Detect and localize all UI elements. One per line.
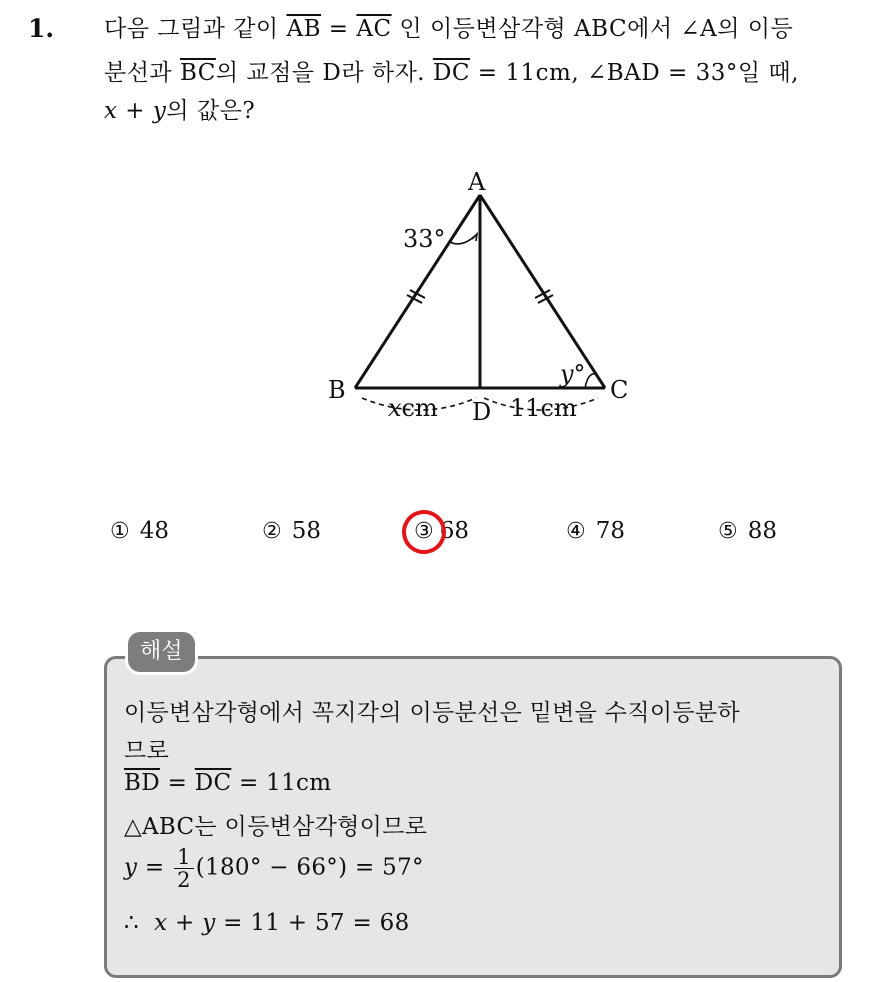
choice-number: ③ bbox=[414, 518, 434, 544]
choice-number: ② bbox=[262, 518, 282, 544]
question-line-2 bbox=[104, 58, 799, 88]
segment-bc: $\overline{BC}$ bbox=[179, 60, 216, 86]
solution-text: = 11 + 57 = 68 bbox=[215, 910, 410, 936]
question-text: 인 이등변삼각형 ABC에서 ∠A의 이등 bbox=[391, 16, 794, 42]
solution-line-5 bbox=[124, 846, 424, 891]
fraction-numerator: 1 bbox=[174, 846, 194, 869]
expression-x-plus-y: x + y bbox=[104, 98, 167, 124]
equals: = bbox=[159, 770, 195, 796]
choice-4[interactable] bbox=[566, 518, 625, 544]
segment-ab: $\overline{AB}$ bbox=[286, 16, 321, 42]
angle-arc-c bbox=[585, 374, 596, 388]
point-label-d: D bbox=[472, 398, 492, 426]
equals: = bbox=[320, 16, 357, 42]
expression-x-plus-y: x + y bbox=[154, 910, 216, 936]
angle-label-c: y° bbox=[560, 360, 586, 388]
question-text: 의 교점을 D라 하자. bbox=[215, 60, 433, 86]
segment-label-bd bbox=[388, 394, 438, 422]
question-number: 1. bbox=[28, 14, 55, 43]
solution-tag: 해설 bbox=[128, 632, 195, 672]
vertex-label-a: A bbox=[468, 168, 486, 196]
solution-line-2: 므로 bbox=[124, 738, 170, 764]
triangle-diagram bbox=[300, 160, 660, 450]
fraction-denominator: 2 bbox=[177, 868, 191, 892]
question-line-3 bbox=[104, 96, 255, 126]
side-ab bbox=[355, 195, 480, 388]
angle-label-a: 33° bbox=[403, 225, 446, 253]
choice-value: 78 bbox=[595, 518, 626, 544]
choice-1[interactable] bbox=[110, 518, 169, 544]
solution-text: (180° − 66°) = 57° bbox=[195, 854, 424, 881]
solution-line-1: 이등변삼각형에서 꼭지각의 이등분선은 밑변을 수직이등분하 bbox=[124, 700, 740, 726]
segment-label-dc: 11cm bbox=[510, 394, 577, 422]
solution-line-6 bbox=[124, 910, 410, 936]
variable-y: y bbox=[124, 854, 138, 881]
choice-number: ① bbox=[110, 518, 130, 544]
choice-value: 48 bbox=[139, 518, 170, 544]
question-line-1 bbox=[104, 14, 793, 44]
choice-number: ④ bbox=[566, 518, 586, 544]
question-text: 다음 그림과 같이 bbox=[104, 16, 287, 42]
choice-value: 88 bbox=[747, 518, 778, 544]
solution-line-3 bbox=[124, 770, 331, 796]
triangle-figure bbox=[300, 160, 660, 450]
segment-ac: $\overline{AC}$ bbox=[356, 16, 392, 42]
angle-arrow-a bbox=[472, 234, 477, 241]
segment-dc: $\overline{DC}$ bbox=[432, 60, 470, 86]
vertex-label-b: B bbox=[328, 376, 346, 404]
choice-2[interactable] bbox=[262, 518, 321, 544]
vertex-label-c: C bbox=[610, 376, 629, 404]
question-text: = 11cm, ∠BAD = 33°일 때, bbox=[469, 60, 799, 86]
choice-value: 68 bbox=[439, 518, 470, 544]
choice-5[interactable] bbox=[718, 518, 777, 544]
segment-dc: $\overline{DC}$ bbox=[194, 770, 232, 796]
choice-value: 58 bbox=[291, 518, 322, 544]
choice-number: ⑤ bbox=[718, 518, 738, 544]
segment-bd: $\overline{BD}$ bbox=[124, 770, 160, 796]
fraction-one-half bbox=[174, 846, 194, 891]
question-text: 의 값은? bbox=[166, 98, 256, 124]
equals: = bbox=[137, 854, 173, 881]
solution-line-4: △ABC는 이등변삼각형이므로 bbox=[124, 814, 428, 840]
variable-x: x bbox=[388, 394, 402, 422]
unit-cm: cm bbox=[401, 394, 438, 422]
side-ac bbox=[480, 195, 605, 388]
question-text: 분선과 bbox=[104, 60, 180, 86]
therefore-symbol: ∴ bbox=[124, 910, 139, 936]
solution-text: = 11cm bbox=[231, 770, 332, 796]
